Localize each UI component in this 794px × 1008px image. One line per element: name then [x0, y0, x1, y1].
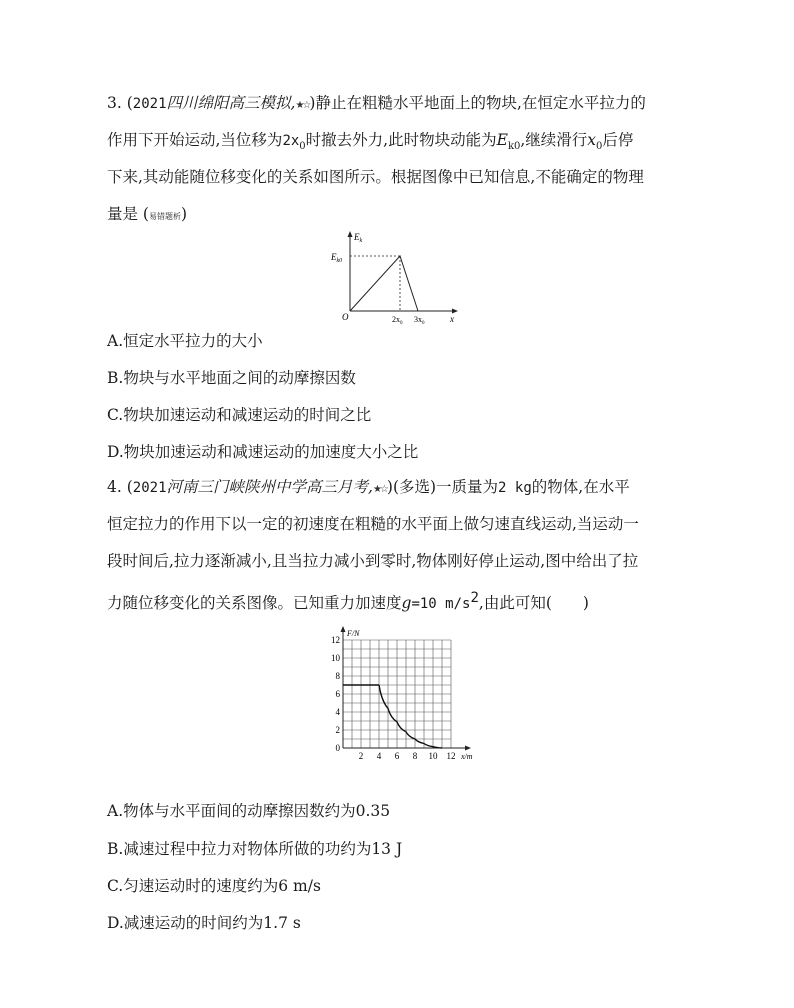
q3-option-b: B.物块与水平地面之间的动摩擦因数	[107, 369, 356, 387]
y-tick-label: 8	[335, 671, 340, 681]
q3-source: 四川绵阳高三模拟,	[166, 94, 296, 112]
q4-line-3: 段时间后,拉力逐渐减小,且当拉力减小到零时,物体刚好停止运动,图中给出了拉	[107, 552, 639, 570]
x-axis-label: x	[450, 314, 454, 324]
x-tick-label: 4	[376, 751, 382, 761]
x-axis-arrow	[465, 746, 471, 751]
x-tick-label: 6	[394, 751, 400, 761]
q4-line-1: 4. (2021河南三门峡陕州中学高三月考,★☆)(多选)一质量为2 kg的物体,在水平	[107, 478, 630, 496]
y-axis-arrow	[341, 626, 346, 632]
q3-line-4: 量是 (易错题析)	[107, 205, 188, 223]
svg-text:3x0: $3x_0$	[414, 315, 425, 324]
y-tick-label: 6	[335, 689, 340, 699]
q3-line-2: 作用下开始运动,当位移为$2x_0$时撤去外力,此时物块动能为$E_{k0}$,继续滑行$x_0$后停	[107, 131, 634, 153]
q3-line-1: 3. (2021四川绵阳高三模拟,★☆)静止在粗糙水平地面上的物块,在恒定水平拉力的	[107, 94, 646, 112]
y-axis-label: F/N	[347, 629, 360, 638]
q3-line-3: 下来,其动能随位移变化的关系如图所示。根据图像中已知信息,不能确定的物理	[107, 168, 644, 186]
svg-text:2x0: $2x_0$	[392, 315, 403, 324]
svg-text:Ek0: $E_{k0}$	[331, 252, 343, 264]
q4-option-d: D.减速运动的时间约为1.7 s	[107, 914, 301, 932]
x-tick-label: 8	[412, 751, 418, 761]
x-axis-label: x/m	[461, 752, 473, 761]
difficulty-stars-icon: ★☆	[295, 100, 310, 111]
q3-option-d: D.物块加速运动和减速运动的加速度大小之比	[107, 443, 419, 461]
q3-number: 3.	[107, 94, 122, 112]
y-tick-label: 0	[335, 743, 340, 753]
q3-option-a: A.恒定水平拉力的大小	[107, 332, 263, 350]
difficulty-stars-icon: ★☆	[372, 484, 387, 495]
force-series-line	[343, 685, 442, 748]
tick-2x0: 2x	[392, 315, 400, 324]
ek0-label: E	[331, 252, 337, 262]
x-tick-label: 12	[446, 751, 456, 761]
q4-option-c: C.匀速运动时的速度约为6 m/s	[107, 877, 321, 895]
q4-force-chart	[318, 616, 508, 766]
error-prone-tag: 易错题析	[148, 212, 181, 221]
q4-number: 4.	[107, 478, 122, 496]
y-tick-label: 12	[331, 635, 340, 645]
tick-3x0: 3x	[414, 315, 422, 324]
y-tick-label: 2	[335, 725, 340, 735]
svg-text:Ek: $E_k$	[354, 232, 363, 244]
q4-option-a: A.物体与水平面间的动摩擦因数约为0.35	[107, 802, 391, 820]
ek-axis-label: E	[354, 232, 360, 242]
origin-label: O	[342, 312, 349, 322]
y-tick-label: 4	[335, 707, 340, 717]
y-tick-label: 10	[331, 653, 340, 663]
q3-option-c: C.物块加速运动和减速运动的时间之比	[107, 406, 372, 424]
q4-line-4: 力随位移变化的关系图像。已知重力加速度g=10 $m/s^2$,由此可知( )	[107, 590, 589, 613]
q4-source: 河南三门峡陕州中学高三月考,	[166, 478, 373, 496]
q4-line-2: 恒定拉力的作用下以一定的初速度在粗糙的水平面上做匀速直线运动,当运动一	[107, 515, 639, 533]
q3-ek-chart	[330, 224, 470, 324]
x-tick-label: 10	[428, 751, 438, 761]
q4-option-b: B.减速过程中拉力对物体所做的功约为13 J	[107, 840, 403, 858]
x-tick-label: 2	[358, 751, 364, 761]
